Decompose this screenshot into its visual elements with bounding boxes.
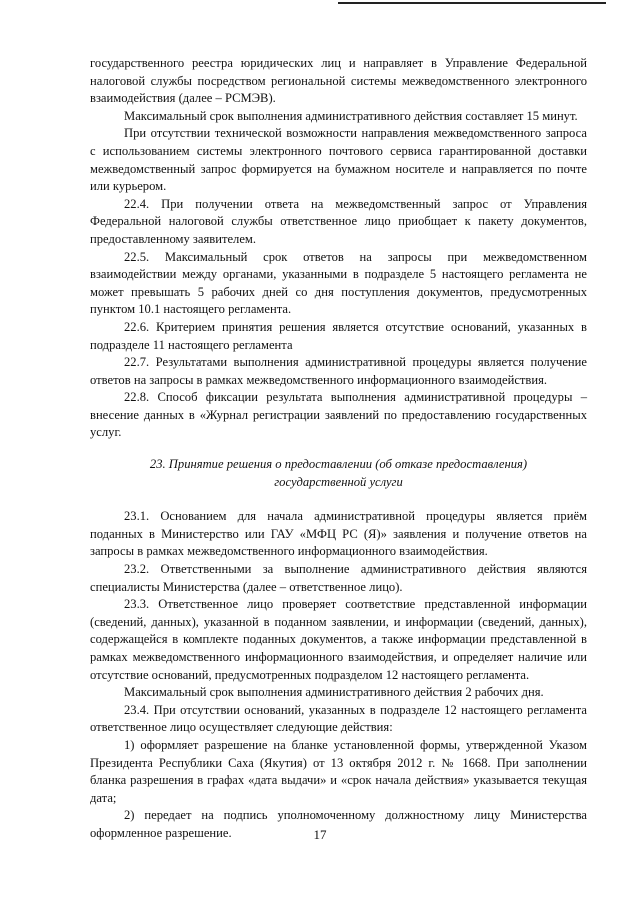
section-heading-line-2: государственной услуги — [274, 474, 403, 489]
document-body — [90, 55, 587, 843]
page-number: 17 — [313, 827, 327, 842]
paragraph-max-time-15-min: Максимальный срок выполнения административного действия составляет 15 минут. — [124, 108, 578, 123]
paragraph-22-4: 22.4. При получении ответа на межведомственный запрос от Управления Федеральной налоговой службы ответственное лицо приобщает к пакету документов, предоставленному заявителем. — [90, 196, 587, 246]
section-heading-23 — [90, 456, 587, 491]
paragraph-23-2: 23.2. Ответственными за выполнение административного действия являются специалисты Министерства (далее – ответственное лицо). — [90, 562, 587, 594]
paragraph-23-3: 23.3. Ответственное лицо проверяет соответствие представленной информации (сведений, данных), указанной в поданном заявлении, и информации (сведений, данных), содержащейся в комплекте поданных документов, а также информации представленной в рамках межведомственного информационного взаимодействия, и определяет наличие или отсутствие оснований, предусмотренных подразделом 12 настоящего регламента. — [90, 597, 587, 682]
paragraph-22-5: 22.5. Максимальный срок ответов на запросы при межведомственном взаимодействии между органами, указанными в подразделе 5 настоящего регламента не может превышать 5 рабочих дней со дня поступления документов, предусмотренных пунктом 10.1 настоящего регламента. — [90, 249, 587, 317]
list-item-1-permit-form: 1) оформляет разрешение на бланке установленной формы, утвержденной Указом Президента Республики Саха (Якутия) от 13 октября 2012 г. № 1668. При заполнении бланка разрешения в графах «дата выдачи» и «срок начала действия» указывается текущая дата; — [90, 737, 587, 805]
paragraph-23-1: 23.1. Основанием для начала административной процедуры является приём поданных в Министерство или ГАУ «МФЦ РС (Я)» заявления и получение ответов на запросы в рамках межведомственного информационного взаимодействия. — [90, 509, 587, 559]
paragraph-no-technical-possibility: При отсутствии технической возможности направления межведомственного запроса с использованием системы электронного почтового сервиса гарантированной доставки межведомственный запрос формируется на бумажном носителе и направляется по почте или курьером. — [90, 126, 587, 194]
paragraph-22-6: 22.6. Критерием принятия решения является отсутствие оснований, указанных в подразделе 11 настоящего регламента — [90, 319, 587, 352]
section-heading-line-1: 23. Принятие решения о предоставлении (об отказе предоставления) — [149, 457, 528, 472]
paragraph-max-time-2-days: Максимальный срок выполнения административного действия 2 рабочих дня. — [124, 685, 544, 700]
paragraph-22-7: 22.7. Результатами выполнения административной процедуры является получение ответов на запросы в рамках межведомственного информационного взаимодействия. — [90, 355, 587, 387]
paragraph-registry-continuation: государственного реестра юридических лиц и направляет в Управление Федеральной налоговой службы посредством региональной системы межведомственного электронного взаимодействия (далее – РСМЭВ). — [90, 56, 587, 106]
paragraph-23-4: 23.4. При отсутствии оснований, указанных в подразделе 12 настоящего регламента ответственное лицо осуществляет следующие действия: — [90, 702, 587, 735]
paragraph-22-8: 22.8. Способ фиксации результата выполнения административной процедуры – внесение данных в «Журнал регистрации заявлений по предоставлению государственных услуг. — [90, 390, 587, 440]
list-item-2-signature: 2) передает на подпись уполномоченному должностному лицу Министерства оформленное разрешение. — [90, 808, 587, 840]
scan-top-border — [338, 2, 606, 4]
